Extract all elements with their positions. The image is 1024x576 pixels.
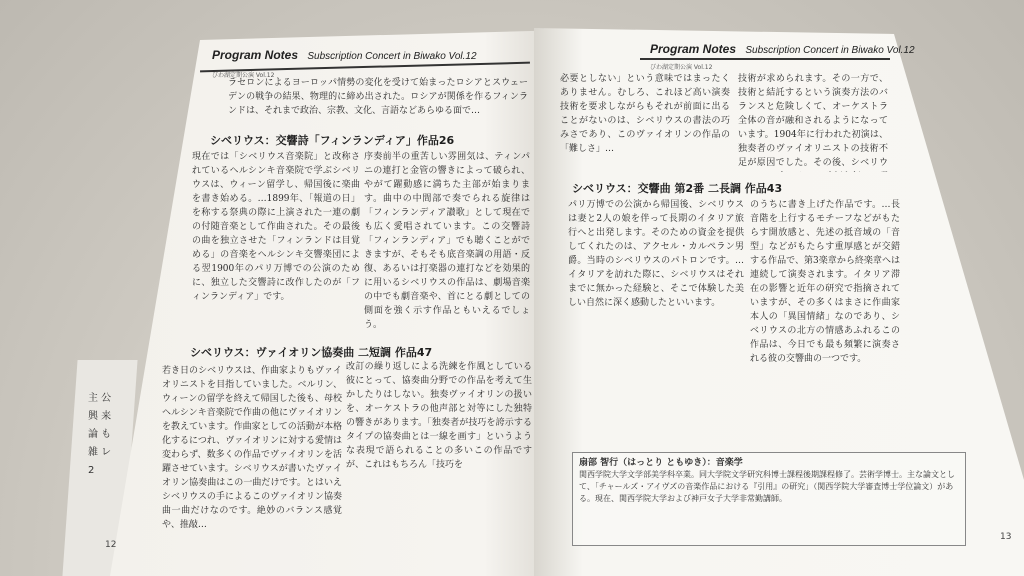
left-header-title: Program Notes: [212, 48, 299, 62]
section1-title: シベリウス：交響詩「フィンランディア」作品26: [210, 134, 455, 147]
right-header-small: びわ湖定期公演 Vol.12: [650, 64, 713, 71]
author-bio: 関西学院大学文学部美学科卒業。同大学院文学研究科博士課程後期課程修了。芸術学博士。主な論文として、「チャールズ・アイヴズの音楽作品における『引用』の研究」（関西学院大学審査博士学位論文）がある。現在、関西学院大学および神戸女子大学非常勤講師。: [579, 470, 955, 503]
right-header-title: Program Notes: [650, 42, 737, 56]
right-header-rule: [640, 58, 890, 60]
right-header: [650, 42, 915, 56]
section3-col2: のうちに書き上げた作品です。…長音階を上行するモチーフなどがもたらす開放感と、先述の抵音域の「音型」などがもたらす重厚感とが交錯する作品で、第3楽章から終楽章へは連続して演奏されます。イタリア滞在の影響と近年の研究で指摘されていますが、その多くはまさに作曲家本人の「異国情緒」なのであり、シベリウスの北方の情感あふれるこの作品は、今日でも最も頻繁に演奏される彼の交響曲の一つです。: [750, 200, 900, 364]
left-header-subtitle: Subscription Concert in Biwako Vol.12: [307, 51, 477, 62]
right-top-col1: 必要としない」という意味ではまったくありません。むしろ、これほど高い演奏技術を要求しながらもそれが前面に出ることがないのは、シベリウスの書法の巧みさであり、このヴァイオリンの作品の「難しさ」…: [560, 74, 730, 154]
right-header-subtitle: Subscription Concert in Biwako Vol.12: [745, 45, 915, 56]
section2-col2: 改訂の繰り返しによる洗練を作風としている彼にとって、協奏曲分野での作品を考えて生かしたりはしない。独奏ヴァイオリンの扱いを、オーケストラの他声部と対等にした独特の響きがあります。「独奏者が技巧を誇示するタイプの協奏曲とは一線を画す」というような表現で語られることの多いこの作品ですが、これはもちろん「技巧を: [346, 362, 532, 470]
right-top-col2: 技術が求められます。その一方で、技術と結託するという演奏方法のバランスと危険しくて、オーケストラ全体の音が融和されるようになっています。1904年に行われた初演は、独奏者のヴァイオリニストの技術不足が原因でした。その後、シベリウ: [738, 74, 888, 168]
section1-col2: 序奏前半の重苦しい雰囲気は、ティンパニの連打と金管の響きによって破られ、やがて躍動感に満ちた主部が始まります。曲中の中間部で奏でられる旋律は「フィンランディア讃歌」として現在でも広く愛唱されています。この交響詩「フィンランディア」でも聴くことができますが、そもそも底音楽調の用語・反復、あるいは打楽器の連打などを効果的に用いるシベリウスの作品は、劇場音楽の中でも劇音楽や、首にとる劇としての側面を強く示す作品ともいえるでしょう。: [364, 152, 530, 330]
left-header: [212, 48, 477, 62]
section3-title: シベリウス：交響曲 第2番 二長調 作品43: [572, 182, 783, 195]
section2-col1: 若き日のシベリウスは、作曲家よりもヴァイオリニストを目指していました。ベルリン、ウィーンの留学を終えて帰国した後も、母校ヘルシンキ音楽院で作曲の他にヴァイオリンを教えています。作曲家としての活動が本格化するにつれ、ヴァイオリンに対する愛情は変わらず、数多くの作品でヴァイオリンを活躍させています。シベリウスが書いたヴァイオリン協奏曲はこの一曲だけです。とはいえシベリウスの手によるこのヴァイオリン協奏曲一曲だけなのです。絶妙のバランス感覚や、推敲…: [162, 366, 342, 530]
section1-col1: 現在では「シベリウス音楽院」と改称されているヘルシンキ音楽院で学ぶシベリウスは、ウィーン留学し、帰国後に楽曲を書き始める。…1899年、「報道の日」を称する祭典の際に上演された一連の劇の付随音楽として作曲された。その最後の曲を独立させた「フィンランドは目覚める」の音楽をヘルシンキ交響楽団による翌1900年のパリ万博での公演のために、独立した交響詩に改作したのが「フィンランディア」です。: [192, 152, 360, 302]
right-page-number: 13: [1000, 532, 1012, 542]
section2-title: シベリウス：ヴァイオリン協奏曲 二短調 作品47: [190, 346, 433, 359]
author-name: 扇部 智行（はっとり ともゆき）：音楽学: [579, 458, 743, 468]
author-profile-box: [572, 452, 966, 546]
section3-col1: パリ万博での公演から帰国後、シベリウスは妻と2人の娘を伴って長期のイタリア旅行へと出発します。そのための資金を提供してくれたのは、アクセル・カルペラン男爵。当時のシベリウスのパトロンです。…イタリアを訪れた際に、シベリウスはそれまでに無かった経験と、そこで体験した美しい自然に深く感動したといいます。: [568, 200, 744, 308]
left-page-number: 12: [105, 540, 117, 550]
left-intro-text: ラセロンによるヨーロッパ情勢の変化を受けて始まったロシアとスウェーデンの戦争の結果、物理的に締め出された。ロシアが関係を作るフィンランドは、それまで政治、宗教、文化、言語などあらゆる面で…: [228, 78, 528, 116]
left-header-small: びわ湖定期公演 Vol.12: [212, 72, 275, 79]
underlying-booklet-text: 主 公 興 来 論 も 雑 レ 2: [88, 393, 112, 476]
